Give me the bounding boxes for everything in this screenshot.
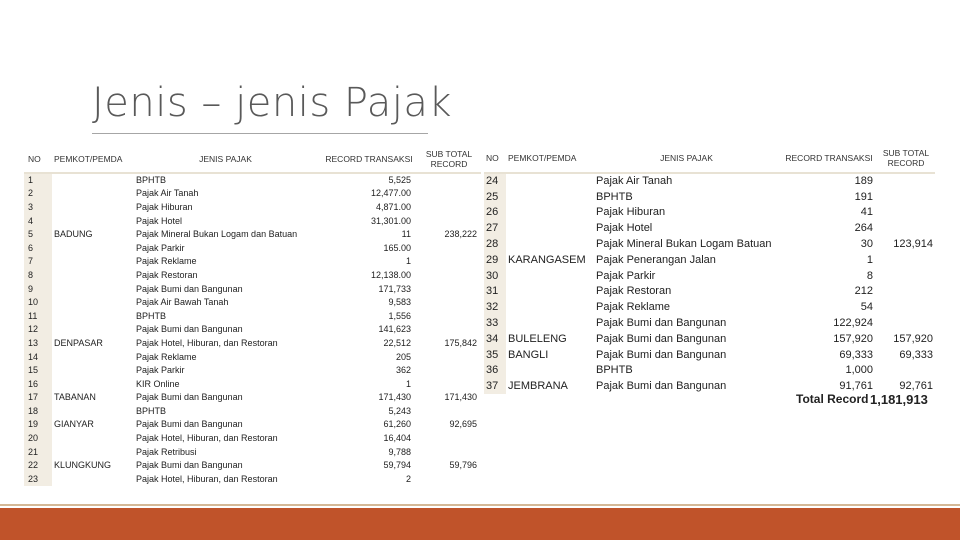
header-no: NO bbox=[484, 144, 506, 173]
cell-sub bbox=[417, 309, 481, 323]
table-row bbox=[24, 350, 481, 364]
cell-record: 171,733 bbox=[321, 282, 417, 296]
cell-jenis: Pajak Bumi dan Bangunan bbox=[130, 458, 321, 472]
cell-no: 14 bbox=[24, 350, 52, 364]
cell-pemkot bbox=[52, 295, 130, 309]
cell-jenis: Pajak Bumi dan Bangunan bbox=[592, 347, 781, 363]
cell-jenis: Pajak Hotel bbox=[130, 214, 321, 228]
cell-pemkot bbox=[506, 189, 592, 205]
total-record-value: 1,181,913 bbox=[870, 392, 928, 407]
cell-sub bbox=[417, 363, 481, 377]
cell-record: 59,794 bbox=[321, 458, 417, 472]
table-row bbox=[24, 323, 481, 337]
cell-record: 171,430 bbox=[321, 391, 417, 405]
header-pemkot: PEMKOT/PEMDA bbox=[506, 144, 592, 173]
table-row bbox=[484, 268, 935, 284]
cell-jenis: Pajak Bumi dan Bangunan bbox=[592, 331, 781, 347]
cell-no: 18 bbox=[24, 404, 52, 418]
header-subtotal-line1: SUB TOTAL bbox=[882, 148, 930, 158]
cell-pemkot: BULELENG bbox=[506, 331, 592, 347]
header-subtotal bbox=[417, 146, 481, 173]
cell-record: 9,583 bbox=[321, 295, 417, 309]
header-record: RECORD TRANSAKSI bbox=[781, 144, 877, 173]
cell-jenis: Pajak Penerangan Jalan bbox=[592, 252, 781, 268]
header-subtotal-line2: RECORD bbox=[430, 159, 468, 169]
cell-record: 69,333 bbox=[781, 347, 877, 363]
cell-jenis: Pajak Hotel, Hiburan, dan Restoran bbox=[130, 431, 321, 445]
cell-record: 264 bbox=[781, 220, 877, 236]
cell-pemkot bbox=[506, 220, 592, 236]
cell-sub: 92,761 bbox=[877, 378, 935, 394]
tax-table-left bbox=[24, 146, 481, 486]
cell-jenis: Pajak Hiburan bbox=[130, 200, 321, 214]
cell-record: 12,138.00 bbox=[321, 268, 417, 282]
cell-record: 1,000 bbox=[781, 363, 877, 379]
cell-no: 25 bbox=[484, 189, 506, 205]
cell-no: 29 bbox=[484, 252, 506, 268]
cell-sub bbox=[877, 363, 935, 379]
cell-jenis: BPHTB bbox=[130, 309, 321, 323]
cell-record: 11 bbox=[321, 227, 417, 241]
cell-pemkot bbox=[52, 214, 130, 228]
cell-jenis: KIR Online bbox=[130, 377, 321, 391]
cell-jenis: Pajak Hotel, Hiburan, dan Restoran bbox=[130, 336, 321, 350]
cell-record: 12,477.00 bbox=[321, 187, 417, 201]
cell-sub bbox=[417, 404, 481, 418]
cell-no: 37 bbox=[484, 378, 506, 394]
cell-record: 212 bbox=[781, 284, 877, 300]
cell-record: 205 bbox=[321, 350, 417, 364]
cell-sub: 92,695 bbox=[417, 418, 481, 432]
cell-sub bbox=[877, 299, 935, 315]
cell-pemkot bbox=[506, 315, 592, 331]
cell-pemkot: DENPASAR bbox=[52, 336, 130, 350]
cell-sub: 69,333 bbox=[877, 347, 935, 363]
cell-pemkot bbox=[52, 377, 130, 391]
cell-no: 35 bbox=[484, 347, 506, 363]
cell-sub bbox=[417, 255, 481, 269]
cell-jenis: Pajak Restoran bbox=[130, 268, 321, 282]
cell-jenis: BPHTB bbox=[130, 404, 321, 418]
table-row bbox=[484, 205, 935, 221]
cell-record: 1 bbox=[321, 255, 417, 269]
cell-jenis: Pajak Parkir bbox=[592, 268, 781, 284]
cell-sub bbox=[877, 205, 935, 221]
table-row bbox=[484, 189, 935, 205]
cell-jenis: Pajak Bumi dan Bangunan bbox=[130, 282, 321, 296]
cell-no: 12 bbox=[24, 323, 52, 337]
cell-sub: 175,842 bbox=[417, 336, 481, 350]
cell-sub bbox=[417, 282, 481, 296]
cell-sub bbox=[877, 173, 935, 189]
cell-no: 7 bbox=[24, 255, 52, 269]
cell-sub: 123,914 bbox=[877, 236, 935, 252]
table-row bbox=[484, 284, 935, 300]
cell-pemkot bbox=[506, 236, 592, 252]
tax-table-right bbox=[484, 144, 935, 394]
cell-no: 1 bbox=[24, 173, 52, 187]
cell-jenis: Pajak Bumi dan Bangunan bbox=[592, 315, 781, 331]
cell-jenis: BPHTB bbox=[130, 173, 321, 187]
cell-record: 157,920 bbox=[781, 331, 877, 347]
cell-no: 36 bbox=[484, 363, 506, 379]
cell-sub bbox=[417, 241, 481, 255]
table-row bbox=[24, 458, 481, 472]
cell-jenis: Pajak Parkir bbox=[130, 363, 321, 377]
table-row bbox=[24, 295, 481, 309]
table-row bbox=[484, 173, 935, 189]
cell-no: 2 bbox=[24, 187, 52, 201]
cell-no: 26 bbox=[484, 205, 506, 221]
table-row bbox=[24, 431, 481, 445]
cell-sub bbox=[417, 187, 481, 201]
footer-bar bbox=[0, 508, 960, 540]
left-table-body bbox=[24, 173, 481, 486]
cell-no: 28 bbox=[484, 236, 506, 252]
table-row bbox=[24, 255, 481, 269]
header-subtotal-line1: SUB TOTAL bbox=[425, 149, 473, 159]
cell-no: 30 bbox=[484, 268, 506, 284]
cell-pemkot: BADUNG bbox=[52, 227, 130, 241]
table-row bbox=[484, 331, 935, 347]
cell-jenis: Pajak Restoran bbox=[592, 284, 781, 300]
table-row bbox=[24, 200, 481, 214]
table-row bbox=[24, 336, 481, 350]
cell-record: 91,761 bbox=[781, 378, 877, 394]
cell-record: 22,512 bbox=[321, 336, 417, 350]
table-row bbox=[484, 347, 935, 363]
table-row bbox=[24, 472, 481, 486]
table-row bbox=[484, 299, 935, 315]
cell-no: 11 bbox=[24, 309, 52, 323]
cell-jenis: Pajak Retribusi bbox=[130, 445, 321, 459]
cell-pemkot bbox=[52, 200, 130, 214]
cell-jenis: Pajak Bumi dan Bangunan bbox=[592, 378, 781, 394]
header-no: NO bbox=[24, 146, 52, 173]
cell-no: 9 bbox=[24, 282, 52, 296]
cell-pemkot: KLUNGKUNG bbox=[52, 458, 130, 472]
cell-pemkot bbox=[52, 255, 130, 269]
cell-record: 2 bbox=[321, 472, 417, 486]
table-row bbox=[484, 363, 935, 379]
cell-no: 33 bbox=[484, 315, 506, 331]
cell-no: 15 bbox=[24, 363, 52, 377]
table-row bbox=[24, 268, 481, 282]
title-underline bbox=[92, 133, 428, 134]
cell-pemkot bbox=[506, 299, 592, 315]
total-record-label: Total Record bbox=[796, 392, 869, 406]
cell-record: 122,924 bbox=[781, 315, 877, 331]
cell-no: 22 bbox=[24, 458, 52, 472]
cell-record: 5,243 bbox=[321, 404, 417, 418]
cell-sub bbox=[417, 323, 481, 337]
cell-pemkot bbox=[506, 363, 592, 379]
cell-record: 61,260 bbox=[321, 418, 417, 432]
cell-pemkot: TABANAN bbox=[52, 391, 130, 405]
cell-jenis: Pajak Mineral Bukan Logam dan Batuan bbox=[130, 227, 321, 241]
cell-record: 1 bbox=[781, 252, 877, 268]
cell-jenis: Pajak Bumi dan Bangunan bbox=[130, 418, 321, 432]
cell-jenis: Pajak Air Tanah bbox=[130, 187, 321, 201]
table-row bbox=[484, 252, 935, 268]
cell-pemkot bbox=[52, 404, 130, 418]
header-subtotal bbox=[877, 144, 935, 173]
cell-pemkot bbox=[52, 323, 130, 337]
footer-divider bbox=[0, 504, 960, 506]
cell-record: 54 bbox=[781, 299, 877, 315]
table-row bbox=[24, 214, 481, 228]
cell-no: 8 bbox=[24, 268, 52, 282]
cell-sub bbox=[417, 472, 481, 486]
cell-pemkot bbox=[52, 173, 130, 187]
cell-no: 21 bbox=[24, 445, 52, 459]
cell-no: 4 bbox=[24, 214, 52, 228]
cell-no: 31 bbox=[484, 284, 506, 300]
cell-no: 27 bbox=[484, 220, 506, 236]
cell-pemkot bbox=[52, 350, 130, 364]
header-jenis: JENIS PAJAK bbox=[592, 144, 781, 173]
cell-no: 17 bbox=[24, 391, 52, 405]
cell-record: 16,404 bbox=[321, 431, 417, 445]
cell-sub bbox=[417, 173, 481, 187]
cell-pemkot bbox=[52, 431, 130, 445]
cell-sub bbox=[417, 200, 481, 214]
cell-jenis: Pajak Parkir bbox=[130, 241, 321, 255]
cell-record: 141,623 bbox=[321, 323, 417, 337]
cell-sub bbox=[417, 431, 481, 445]
cell-sub bbox=[877, 268, 935, 284]
cell-pemkot bbox=[506, 205, 592, 221]
table-row bbox=[484, 236, 935, 252]
table-row bbox=[24, 391, 481, 405]
cell-no: 19 bbox=[24, 418, 52, 432]
right-table-body bbox=[484, 173, 935, 394]
cell-no: 3 bbox=[24, 200, 52, 214]
cell-record: 362 bbox=[321, 363, 417, 377]
cell-jenis: Pajak Reklame bbox=[592, 299, 781, 315]
table-row bbox=[24, 227, 481, 241]
cell-record: 41 bbox=[781, 205, 877, 221]
cell-pemkot bbox=[52, 268, 130, 282]
cell-pemkot bbox=[506, 284, 592, 300]
cell-record: 165.00 bbox=[321, 241, 417, 255]
cell-record: 1,556 bbox=[321, 309, 417, 323]
cell-jenis: Pajak Air Bawah Tanah bbox=[130, 295, 321, 309]
cell-pemkot: JEMBRANA bbox=[506, 378, 592, 394]
cell-no: 20 bbox=[24, 431, 52, 445]
cell-sub: 59,796 bbox=[417, 458, 481, 472]
cell-pemkot bbox=[506, 173, 592, 189]
cell-jenis: Pajak Mineral Bukan Logam Batuan bbox=[592, 236, 781, 252]
cell-sub bbox=[417, 295, 481, 309]
header-pemkot: PEMKOT/PEMDA bbox=[52, 146, 130, 173]
cell-no: 32 bbox=[484, 299, 506, 315]
cell-sub: 171,430 bbox=[417, 391, 481, 405]
header-jenis: JENIS PAJAK bbox=[130, 146, 321, 173]
cell-record: 8 bbox=[781, 268, 877, 284]
cell-pemkot bbox=[52, 187, 130, 201]
cell-jenis: BPHTB bbox=[592, 189, 781, 205]
cell-record: 189 bbox=[781, 173, 877, 189]
cell-no: 34 bbox=[484, 331, 506, 347]
cell-record: 4,871.00 bbox=[321, 200, 417, 214]
table-row bbox=[24, 241, 481, 255]
cell-record: 30 bbox=[781, 236, 877, 252]
table-row bbox=[24, 309, 481, 323]
table-row bbox=[24, 363, 481, 377]
table-row bbox=[24, 404, 481, 418]
table-row bbox=[24, 187, 481, 201]
cell-sub bbox=[877, 284, 935, 300]
cell-jenis: Pajak Hotel bbox=[592, 220, 781, 236]
table-row bbox=[484, 220, 935, 236]
cell-record: 31,301.00 bbox=[321, 214, 417, 228]
cell-no: 13 bbox=[24, 336, 52, 350]
table-row bbox=[484, 315, 935, 331]
cell-sub: 238,222 bbox=[417, 227, 481, 241]
cell-pemkot: BANGLI bbox=[506, 347, 592, 363]
cell-pemkot bbox=[52, 472, 130, 486]
cell-record: 9,788 bbox=[321, 445, 417, 459]
cell-jenis: Pajak Bumi dan Bangunan bbox=[130, 323, 321, 337]
page-title: Jenis – jenis Pajak bbox=[92, 80, 453, 126]
cell-pemkot bbox=[52, 363, 130, 377]
cell-sub bbox=[877, 252, 935, 268]
cell-pemkot: KARANGASEM bbox=[506, 252, 592, 268]
cell-sub bbox=[877, 220, 935, 236]
cell-pemkot bbox=[52, 241, 130, 255]
cell-sub bbox=[877, 315, 935, 331]
cell-sub bbox=[877, 189, 935, 205]
cell-jenis: Pajak Bumi dan Bangunan bbox=[130, 391, 321, 405]
table-row bbox=[24, 282, 481, 296]
cell-record: 191 bbox=[781, 189, 877, 205]
cell-jenis: Pajak Air Tanah bbox=[592, 173, 781, 189]
cell-sub bbox=[417, 268, 481, 282]
cell-no: 10 bbox=[24, 295, 52, 309]
cell-sub bbox=[417, 445, 481, 459]
cell-pemkot bbox=[52, 445, 130, 459]
header-subtotal-line2: RECORD bbox=[887, 158, 925, 168]
cell-pemkot bbox=[52, 309, 130, 323]
cell-record: 1 bbox=[321, 377, 417, 391]
table-row bbox=[24, 377, 481, 391]
cell-sub bbox=[417, 377, 481, 391]
cell-no: 5 bbox=[24, 227, 52, 241]
cell-pemkot: GIANYAR bbox=[52, 418, 130, 432]
table-row bbox=[24, 418, 481, 432]
cell-sub: 157,920 bbox=[877, 331, 935, 347]
cell-jenis: Pajak Hiburan bbox=[592, 205, 781, 221]
cell-no: 6 bbox=[24, 241, 52, 255]
cell-jenis: Pajak Hotel, Hiburan, dan Restoran bbox=[130, 472, 321, 486]
cell-sub bbox=[417, 214, 481, 228]
cell-no: 23 bbox=[24, 472, 52, 486]
cell-sub bbox=[417, 350, 481, 364]
cell-jenis: BPHTB bbox=[592, 363, 781, 379]
cell-pemkot bbox=[506, 268, 592, 284]
table-row bbox=[24, 445, 481, 459]
cell-jenis: Pajak Reklame bbox=[130, 255, 321, 269]
table-row bbox=[24, 173, 481, 187]
cell-jenis: Pajak Reklame bbox=[130, 350, 321, 364]
cell-no: 16 bbox=[24, 377, 52, 391]
cell-pemkot bbox=[52, 282, 130, 296]
cell-record: 5,525 bbox=[321, 173, 417, 187]
header-record: RECORD TRANSAKSI bbox=[321, 146, 417, 173]
cell-no: 24 bbox=[484, 173, 506, 189]
